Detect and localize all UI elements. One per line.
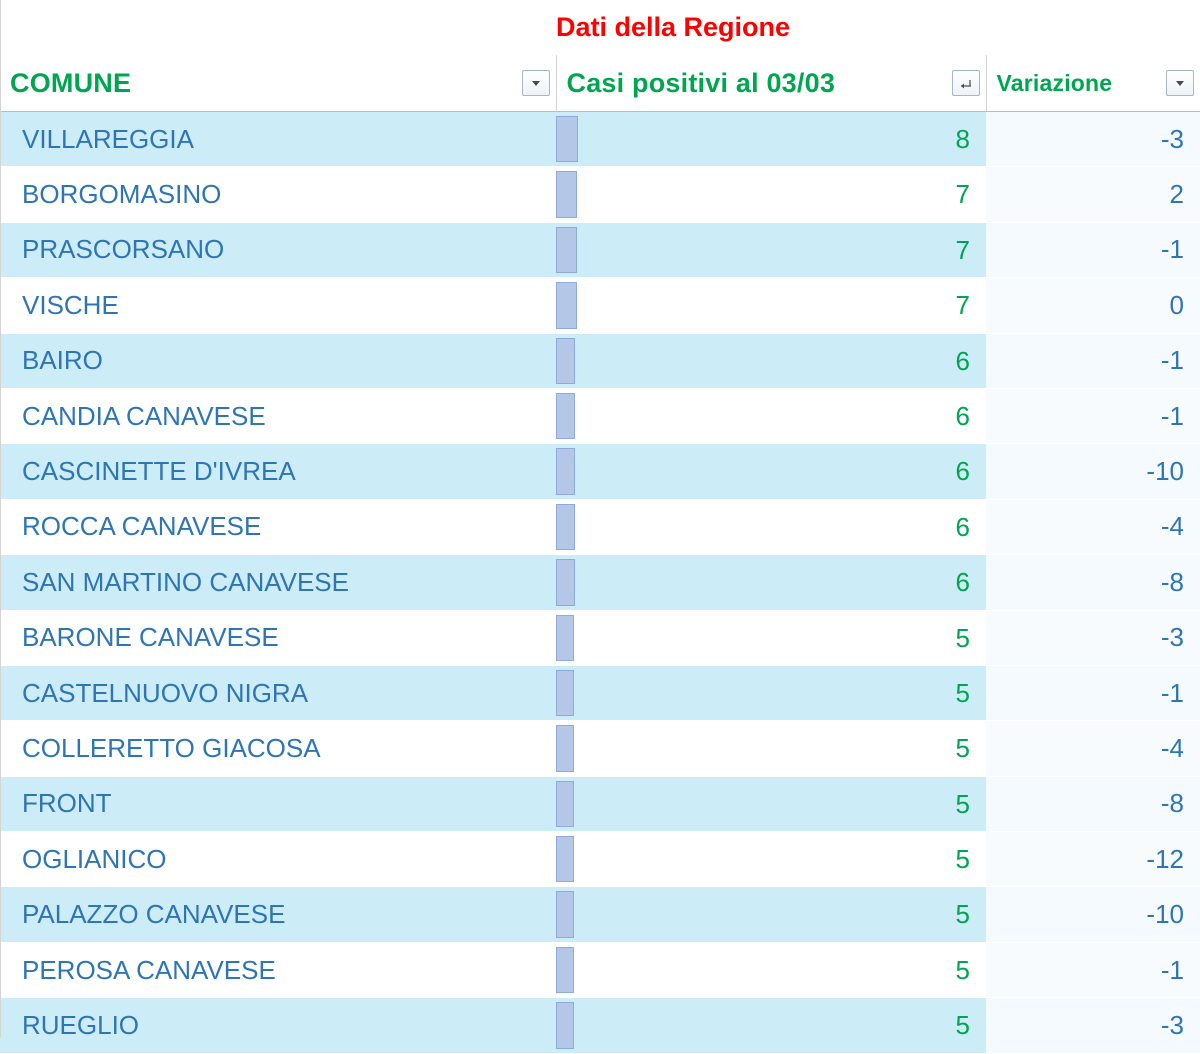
casi-value: 5 — [955, 844, 970, 875]
cell-comune: ROCCA CANAVESE — [0, 499, 556, 554]
cell-casi — [556, 388, 986, 443]
header-variazione — [986, 55, 1200, 112]
cell-casi — [556, 832, 986, 887]
cell-comune: COLLERETTO GIACOSA — [0, 721, 556, 776]
databar-wrapper — [556, 389, 986, 443]
cell-casi — [556, 998, 986, 1053]
cell-comune: VISCHE — [0, 278, 556, 333]
databar-wrapper — [556, 334, 986, 388]
casi-value: 6 — [955, 345, 970, 376]
databar — [556, 1002, 574, 1048]
cell-variazione: 2 — [986, 167, 1200, 222]
cell-comune: VILLAREGGIA — [0, 112, 556, 167]
casi-value: 5 — [955, 788, 970, 819]
casi-value: 5 — [955, 1010, 970, 1041]
table-row[interactable] — [0, 665, 1200, 720]
table-row[interactable] — [0, 721, 1200, 776]
casi-value: 6 — [955, 511, 970, 542]
cell-casi — [556, 721, 986, 776]
cell-comune: FRONT — [0, 776, 556, 831]
databar-wrapper — [556, 223, 986, 277]
table-row[interactable] — [0, 112, 1200, 167]
cell-variazione: -8 — [986, 776, 1200, 831]
cell-comune: OGLIANICO — [0, 832, 556, 887]
databar-wrapper — [556, 721, 986, 775]
left-gutter — [0, 0, 1, 1038]
databar-wrapper — [556, 167, 986, 221]
casi-value: 5 — [955, 622, 970, 653]
databar-wrapper — [556, 666, 986, 720]
casi-value: 7 — [955, 234, 970, 265]
casi-value: 8 — [955, 124, 970, 154]
cell-comune: BAIRO — [0, 333, 556, 388]
cell-variazione: -8 — [986, 555, 1200, 610]
table-row[interactable] — [0, 832, 1200, 887]
title-row — [0, 0, 1200, 55]
databar — [556, 282, 577, 328]
table-row[interactable] — [0, 610, 1200, 665]
cell-variazione: -10 — [986, 444, 1200, 499]
databar — [556, 116, 578, 162]
table-row[interactable] — [0, 388, 1200, 443]
table-body — [0, 112, 1200, 1054]
cell-casi — [556, 942, 986, 997]
cell-variazione: -3 — [986, 112, 1200, 167]
databar-wrapper — [556, 943, 986, 997]
cell-casi — [556, 776, 986, 831]
databar — [556, 836, 574, 882]
cell-casi — [556, 112, 986, 167]
databar — [556, 504, 575, 550]
table-row[interactable] — [0, 499, 1200, 554]
table-row[interactable] — [0, 942, 1200, 997]
column-header-row — [0, 55, 1200, 112]
cell-comune: BARONE CANAVESE — [0, 610, 556, 665]
filter-dropdown-icon-variazione[interactable] — [1166, 70, 1194, 96]
header-casi-label: Casi positivi al 03/03 — [566, 67, 836, 98]
filter-dropdown-icon-comune[interactable] — [522, 70, 550, 96]
cell-variazione: -3 — [986, 998, 1200, 1053]
cell-variazione: -12 — [986, 832, 1200, 887]
databar — [556, 448, 575, 494]
databar — [556, 338, 575, 384]
cell-comune: CASTELNUOVO NIGRA — [0, 665, 556, 720]
cell-comune: PEROSA CANAVESE — [0, 942, 556, 997]
casi-value: 6 — [955, 400, 970, 431]
table-row[interactable] — [0, 887, 1200, 942]
databar-wrapper — [556, 777, 986, 831]
databar — [556, 725, 574, 771]
cell-casi — [556, 444, 986, 499]
table-row[interactable] — [0, 333, 1200, 388]
databar — [556, 947, 574, 993]
databar-wrapper — [556, 555, 986, 609]
table-row[interactable] — [0, 167, 1200, 222]
databar — [556, 615, 574, 661]
databar — [556, 559, 575, 605]
header-comune — [0, 55, 556, 112]
table-row[interactable] — [0, 278, 1200, 333]
casi-value: 5 — [955, 899, 970, 930]
table-row[interactable] — [0, 555, 1200, 610]
databar-wrapper — [556, 444, 986, 498]
cell-comune: SAN MARTINO CANAVESE — [0, 555, 556, 610]
cell-casi — [556, 222, 986, 277]
region-title: Dati della Regione — [556, 12, 791, 42]
table-row[interactable] — [0, 444, 1200, 499]
cell-variazione: -1 — [986, 222, 1200, 277]
databar-wrapper — [556, 500, 986, 554]
databar-wrapper — [556, 611, 986, 665]
casi-value: 5 — [955, 677, 970, 708]
header-variazione-label: Variazione — [996, 69, 1113, 96]
databar — [556, 891, 574, 937]
cell-casi — [556, 499, 986, 554]
title-blank-cell — [0, 0, 556, 55]
title-right-cell — [986, 0, 1200, 55]
cell-casi — [556, 887, 986, 942]
cell-casi — [556, 555, 986, 610]
filter-sorted-icon-casi[interactable] — [952, 70, 980, 96]
databar — [556, 171, 577, 217]
cell-comune: BORGOMASINO — [0, 167, 556, 222]
table-row[interactable] — [0, 776, 1200, 831]
databar-wrapper — [556, 887, 986, 941]
databar-wrapper — [556, 998, 986, 1052]
cell-variazione: -3 — [986, 610, 1200, 665]
databar — [556, 781, 574, 827]
cell-comune: PRASCORSANO — [0, 222, 556, 277]
cell-casi — [556, 610, 986, 665]
cell-comune: RUEGLIO — [0, 998, 556, 1053]
databar-wrapper — [556, 278, 986, 332]
cell-variazione: -1 — [986, 665, 1200, 720]
databar-wrapper — [556, 832, 986, 886]
cell-variazione: -1 — [986, 942, 1200, 997]
cell-variazione: -4 — [986, 721, 1200, 776]
cell-comune: PALAZZO CANAVESE — [0, 887, 556, 942]
cell-casi — [556, 278, 986, 333]
table-row[interactable] — [0, 222, 1200, 277]
table-row[interactable] — [0, 998, 1200, 1053]
casi-value: 6 — [955, 567, 970, 598]
cell-comune: CASCINETTE D'IVREA — [0, 444, 556, 499]
cell-variazione: 0 — [986, 278, 1200, 333]
cell-casi — [556, 665, 986, 720]
casi-value: 5 — [955, 954, 970, 985]
cell-comune: CANDIA CANAVESE — [0, 388, 556, 443]
header-casi — [556, 55, 986, 112]
cell-variazione: -1 — [986, 333, 1200, 388]
cell-variazione: -1 — [986, 388, 1200, 443]
casi-value: 6 — [955, 456, 970, 487]
cell-casi — [556, 333, 986, 388]
databar — [556, 227, 577, 273]
cell-variazione: -10 — [986, 887, 1200, 942]
casi-value: 5 — [955, 733, 970, 764]
casi-value: 7 — [955, 179, 970, 210]
databar — [556, 393, 575, 439]
databar-wrapper — [556, 112, 986, 166]
databar — [556, 670, 574, 716]
casi-value: 7 — [955, 290, 970, 321]
header-comune-label: COMUNE — [10, 67, 132, 98]
cell-variazione: -4 — [986, 499, 1200, 554]
cell-casi — [556, 167, 986, 222]
